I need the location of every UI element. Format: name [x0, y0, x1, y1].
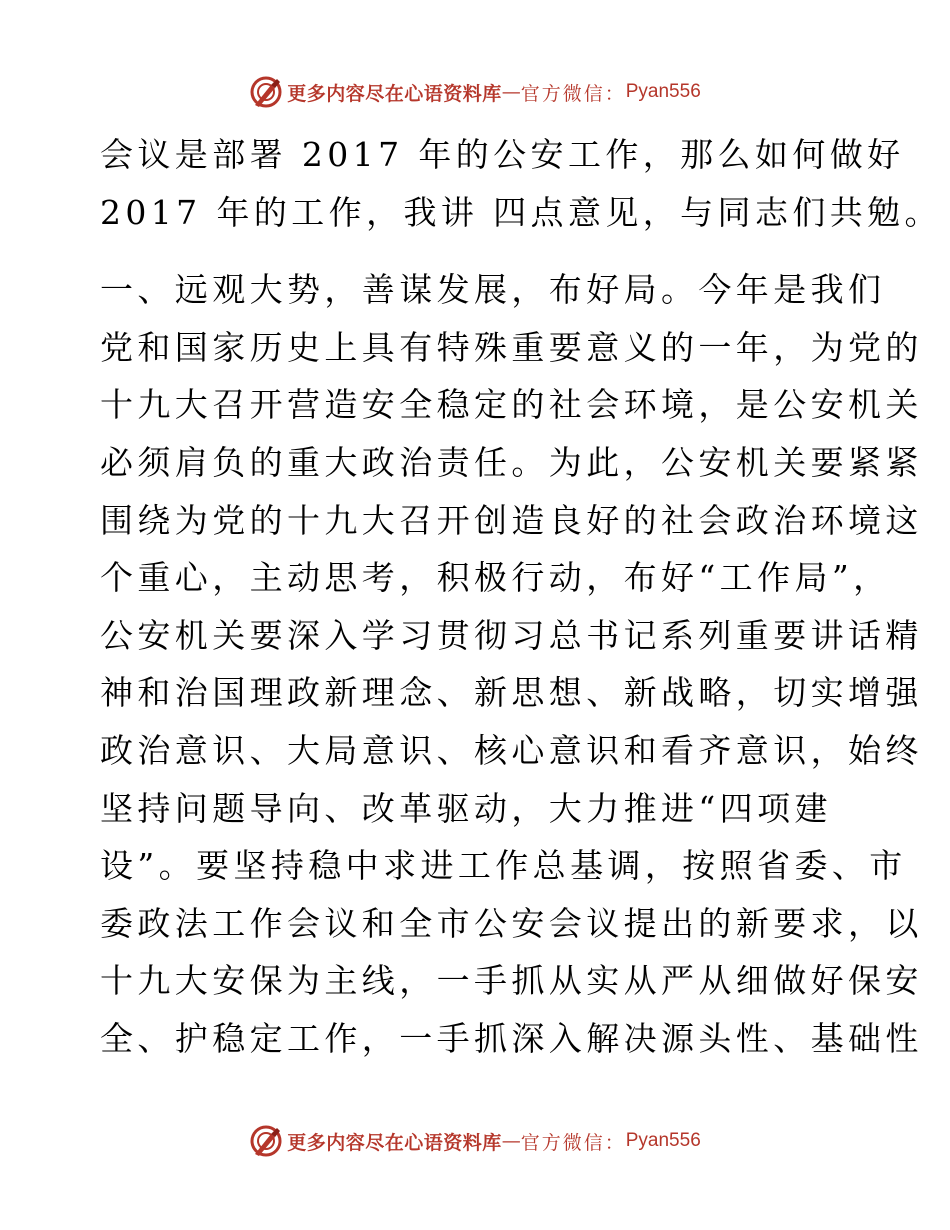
text-line: 围绕为党的十九大召开创造良好的社会政治环境这 [100, 500, 923, 540]
text-line: 2017 年的工作，我讲 四点意见，与同志们共勉。 [100, 192, 942, 232]
banner-separator: — [501, 1130, 521, 1152]
text-line: 一、远观大势，善谋发展，布好局。今年是我们 [100, 270, 886, 310]
text-line: 公安机关要深入学习贯彻习总书记系列重要讲话精 [100, 615, 923, 655]
text-line: 个重心，主动思考，积极行动，布好“工作局”， [100, 558, 891, 598]
banner-wechat-label: 官方微信： [520, 82, 626, 105]
banner-separator: — [501, 81, 521, 103]
paragraph-2 [100, 261, 923, 1067]
text-line: 委政法工作会议和全市公安会议提出的新要求，以 [100, 903, 923, 943]
text-line: 全、护稳定工作，一手抓深入解决源头性、基础性 [100, 1018, 923, 1058]
banner-wechat-id: Pyan556 [625, 81, 701, 102]
text-line: 设”。要坚持稳中求进工作总基调，按照省委、市 [100, 846, 907, 886]
text-line: 会议是部署 2017 年的公安工作，那么如何做好 [100, 135, 905, 174]
banner-wechat-label: 官方微信： [520, 1131, 626, 1154]
text-line: 政治意识、大局意识、核心意识和看齐意识，始终 [100, 730, 923, 770]
paragraph-gap [100, 241, 860, 261]
paragraph-1 [100, 126, 942, 241]
pen-logo-icon [249, 75, 283, 109]
text-line: 必须肩负的重大政治责任。为此，公安机关要紧紧 [100, 442, 923, 482]
text-line: 十九大安保为主线，一手抓从实从严从细做好保安 [100, 961, 923, 1001]
document-body [100, 126, 942, 1068]
text-line: 坚持问题导向、改革驱动，大力推进“四项建 [100, 788, 832, 828]
header-watermark-banner [0, 72, 950, 112]
banner-title: 更多内容尽在心语资料库 [287, 1131, 502, 1154]
banner-title: 更多内容尽在心语资料库 [287, 82, 502, 105]
text-line: 党和国家历史上具有特殊重要意义的一年，为党的 [100, 327, 923, 367]
text-line: 十九大召开营造安全稳定的社会环境，是公安机关 [100, 385, 923, 425]
footer-watermark-banner [0, 1121, 950, 1161]
banner-wechat-id: Pyan556 [625, 1130, 701, 1151]
pen-logo-icon [249, 1124, 283, 1158]
text-line: 神和治国理政新理念、新思想、新战略，切实增强 [100, 673, 923, 713]
